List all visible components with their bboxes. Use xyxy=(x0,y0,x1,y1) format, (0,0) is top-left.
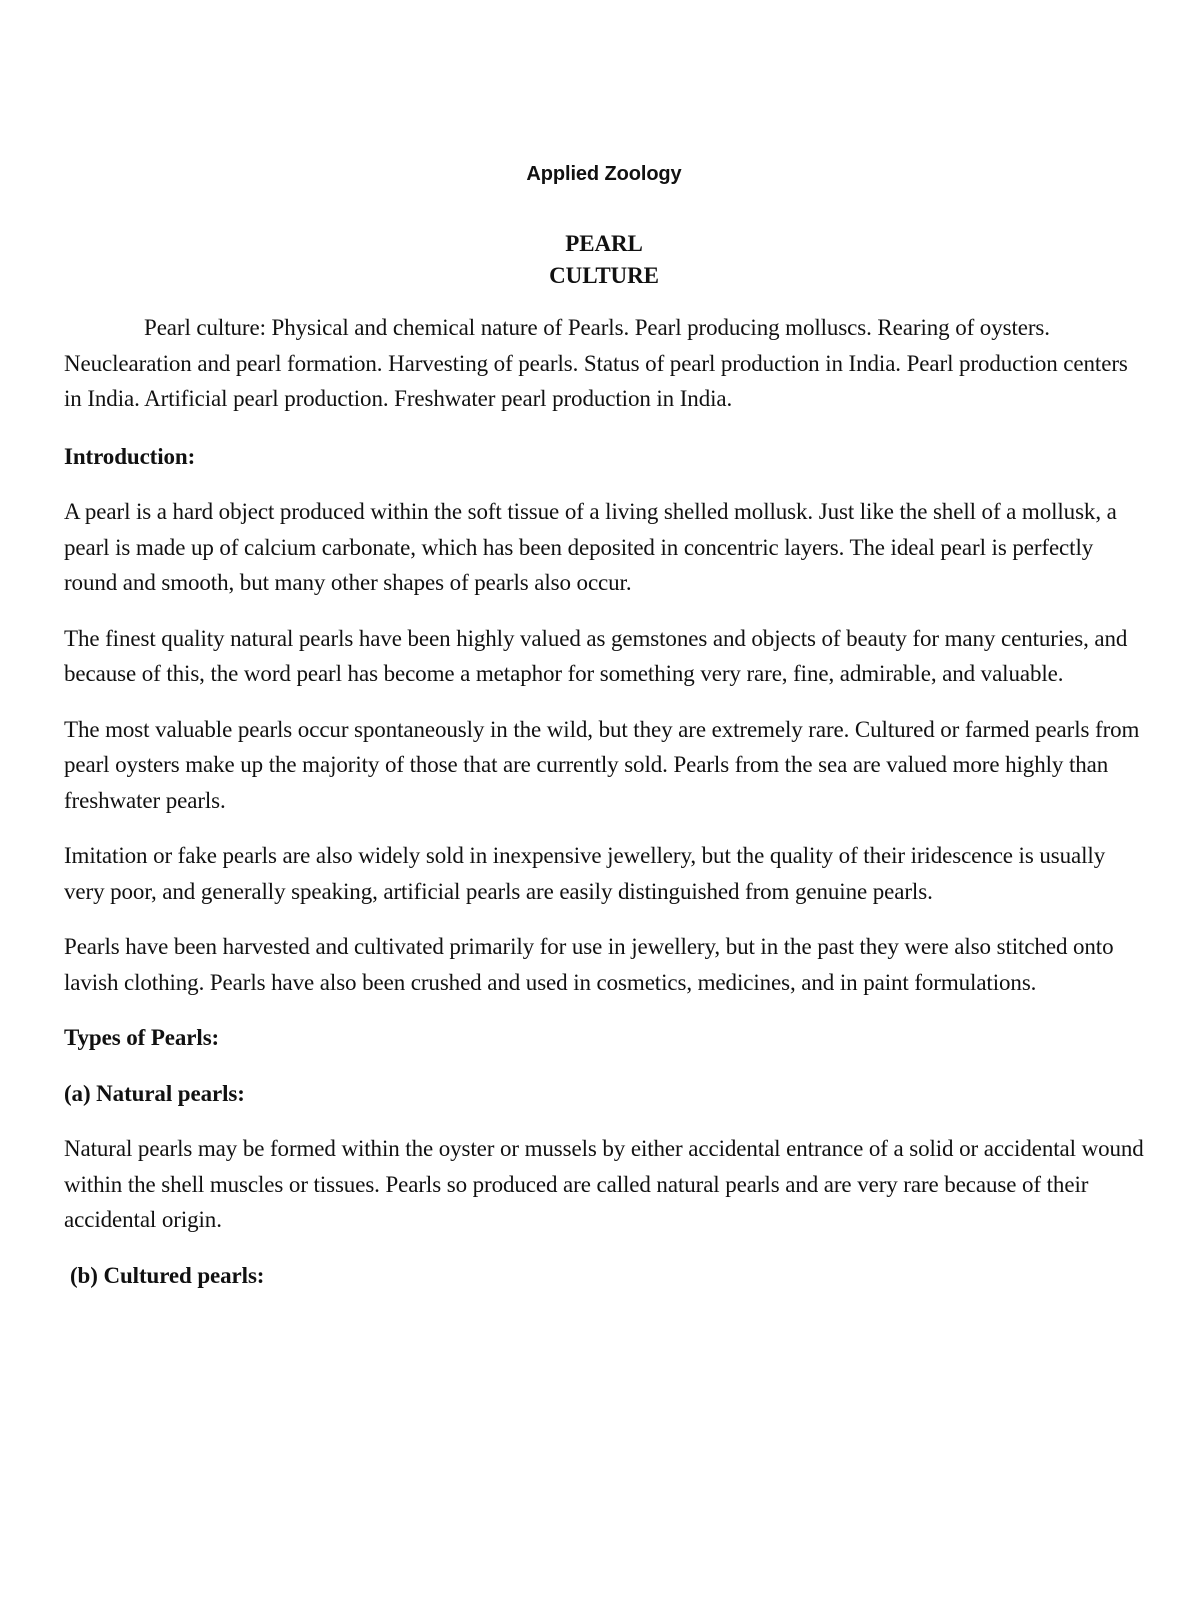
page-title xyxy=(64,228,1144,292)
natural-pearls-heading: (a) Natural pearls: xyxy=(64,1080,245,1106)
syllabus-paragraph: Pearl culture: Physical and chemical nature of Pearls. Pearl producing molluscs. Rearing of oysters. Neuclearation and pearl formation. Harvesting of pearls. Status of pearl production in India. Pearl production centers in India. Artificial pearl production. Freshwater pearl production in India. xyxy=(64,315,1128,411)
natural-pearls-paragraph: Natural pearls may be formed within the oyster or mussels by either accidental entrance of a solid or accidental wound within the shell muscles or tissues. Pearls so produced are called natural pearls and are very rare because of their accidental origin. xyxy=(64,1136,1144,1232)
intro-paragraph-5: Pearls have been harvested and cultivated primarily for use in jewellery, but in the past they were also stitched onto lavish clothing. Pearls have also been crushed and used in cosmetics, medicines, and in paint formulations. xyxy=(64,934,1114,995)
introduction-heading: Introduction: xyxy=(64,443,196,469)
cultured-pearls-heading: (b) Cultured pearls: xyxy=(70,1262,265,1288)
title-line-2: CULTURE xyxy=(549,263,659,288)
intro-paragraph-2: The finest quality natural pearls have been highly valued as gemstones and objects of beauty for many centuries, and because of this, the word pearl has become a metaphor for something very rare, fine, admirable, and valuable. xyxy=(64,625,1128,686)
page-header: Applied Zoology xyxy=(526,163,682,185)
intro-paragraph-1: A pearl is a hard object produced within the soft tissue of a living shelled mollusk. Just like the shell of a mollusk, a pearl is made up of calcium carbonate, which has been deposited in concentric layers. The ideal pearl is perfectly round and smooth, but many other shapes of pearls also occur. xyxy=(64,499,1117,595)
intro-paragraph-3: The most valuable pearls occur spontaneously in the wild, but they are extremely rare. Cultured or farmed pearls from pearl oysters make up the majority of those that are currently sold. Pearls from the sea are valued more highly than freshwater pearls. xyxy=(64,716,1140,813)
intro-paragraph-4: Imitation or fake pearls are also widely sold in inexpensive jewellery, but the quality of their iridescence is usually very poor, and generally speaking, artificial pearls are easily distinguished from genuine pearls. xyxy=(64,843,1106,904)
document-content xyxy=(64,160,1144,1313)
title-line-1: PEARL xyxy=(565,231,643,256)
types-heading: Types of Pearls: xyxy=(64,1025,220,1050)
